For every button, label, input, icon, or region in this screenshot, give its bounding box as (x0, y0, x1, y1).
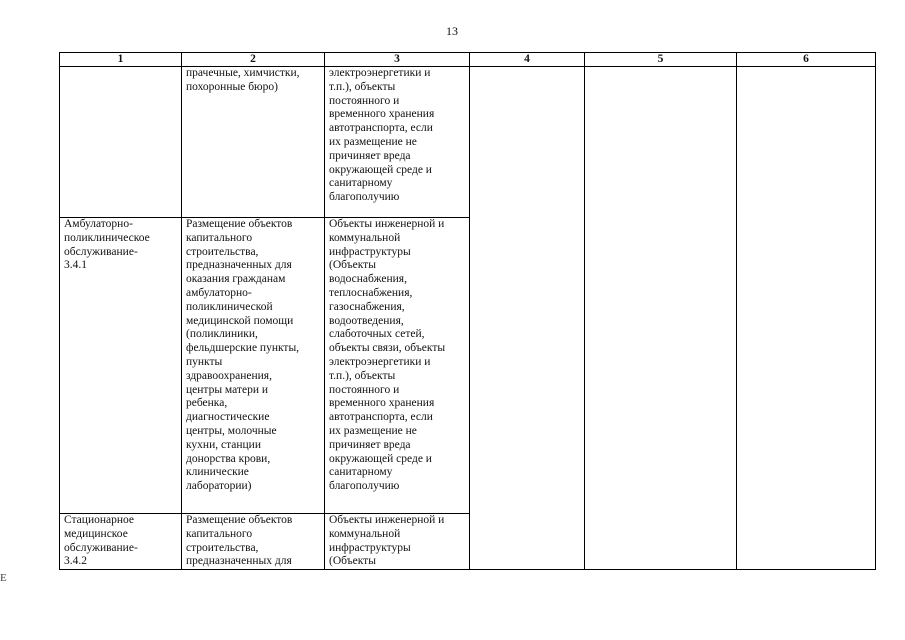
column-header-2: 2 (182, 53, 325, 67)
column-header-3: 3 (325, 53, 470, 67)
use-type-cell (60, 67, 182, 218)
column-header-6: 6 (737, 53, 876, 67)
column-header-4: 4 (470, 53, 585, 67)
header-row (60, 53, 876, 67)
auxiliary-uses-cell: Объекты инженерной и коммунальной инфраструктуры (Объекты (325, 514, 470, 570)
use-type-cell: Амбулаторно- поликлиническое обслуживание- 3.4.1 (60, 218, 182, 514)
column-header-1: 1 (60, 53, 182, 67)
margin-mark: E (0, 572, 7, 584)
page-number: 13 (446, 24, 458, 38)
table-row (60, 67, 876, 218)
use-description-cell: Размещение объектов капитального строительства, предназначенных для (182, 514, 325, 570)
use-description-cell: прачечные, химчистки, похоронные бюро) (182, 67, 325, 218)
column-5-cell (585, 67, 737, 570)
column-4-cell (470, 67, 585, 570)
use-description-cell: Размещение объектов капитального строительства, предназначенных для оказания гражданам амбулаторно- поликлинической медицинской помощи (поликлиники, фельдшерские пункты, пункты здравоохранения, центры матери и ребенка, диагностические центры, молочные кухни, станции донорства крови, клинические лаборатории) (182, 218, 325, 514)
land-use-table (59, 52, 876, 570)
auxiliary-uses-cell: электроэнергетики и т.п.), объекты постоянного и временного хранения автотранспорта, если их размещение не причиняет вреда окружающей среде и санитарному благополучию (325, 67, 470, 218)
column-6-cell (737, 67, 876, 570)
use-type-cell: Стационарное медицинское обслуживание- 3.4.2 (60, 514, 182, 570)
column-header-5: 5 (585, 53, 737, 67)
auxiliary-uses-cell: Объекты инженерной и коммунальной инфраструктуры (Объекты водоснабжения, теплоснабжения, газоснабжения, водоотведения, слаботочных сетей, объекты связи, объекты электроэнергетики и т.п.), объекты постоянного и временного хранения автотранспорта, если их размещение не причиняет вреда окружающей среде и санитарному благополучию (325, 218, 470, 514)
